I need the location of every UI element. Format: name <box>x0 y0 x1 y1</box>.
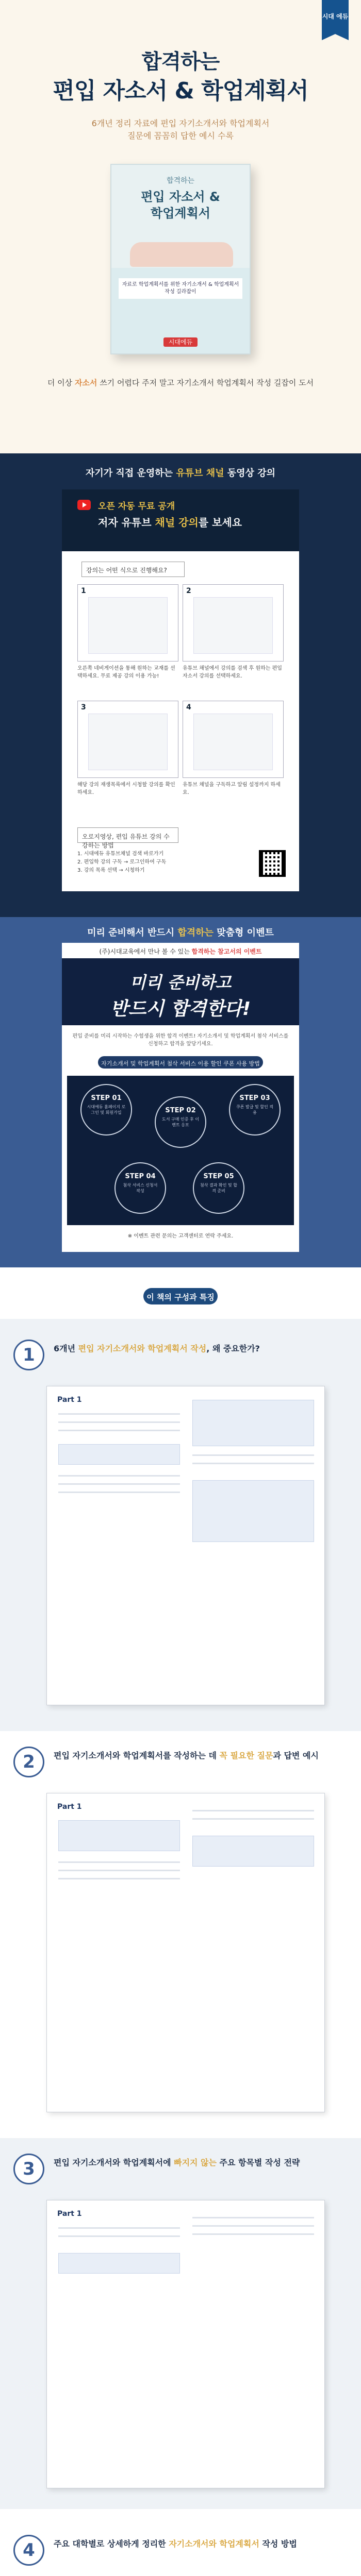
yt-step-screenshot <box>88 597 168 654</box>
book-cover <box>110 164 251 354</box>
event-title-post: 맞춤형 이벤트 <box>213 927 274 938</box>
youtube-card <box>62 489 299 891</box>
event-step-5 <box>193 1162 244 1214</box>
text-line <box>58 1870 180 1871</box>
preview-page-left <box>53 1393 185 1699</box>
feature-1-preview <box>46 1386 325 1705</box>
yt-step-4-caption: 유튜브 채널을 구독하고 알림 설정까지 하세요. <box>183 782 281 795</box>
event-step-title: STEP 04 <box>125 1173 156 1180</box>
book-title-line-1: 편입 자소서 & <box>141 190 220 204</box>
event-banner <box>62 958 299 1025</box>
features-label: 이 책의 구성과 특징 <box>143 1288 218 1304</box>
text-line <box>192 2233 314 2235</box>
text-line <box>192 2225 314 2227</box>
feature-1-title <box>13 1340 354 1376</box>
book-title-line-2: 학업계획서 <box>151 206 210 221</box>
hero-note <box>0 377 361 388</box>
event-step-3 <box>229 1084 281 1136</box>
event-step-4 <box>114 1162 166 1214</box>
feature-title-post: 주요 항목별 작성 전략 <box>216 2158 300 2167</box>
yt-howto-button[interactable]: 오로지영상, 편입 유튜브 강의 수강하는 방법 <box>77 827 178 843</box>
feature-2-title <box>13 1747 354 1783</box>
text-line <box>192 1818 314 1820</box>
event-step-desc: 시대에듀 홈페이지 로그인 및 회원가입 <box>87 1105 126 1115</box>
page-heading: Part 1 <box>57 1803 82 1811</box>
event-top-highlight: 합격하는 참고서의 이벤트 <box>191 948 262 955</box>
yt-step-screenshot <box>193 714 273 770</box>
feature-title-pre: 주요 대학별로 상세하게 정리한 <box>54 2539 169 2549</box>
brand-badge[interactable]: 시대 에듀 <box>322 0 349 34</box>
feature-title-pre: 6개년 <box>54 1344 78 1353</box>
text-line <box>58 1430 180 1431</box>
text-line <box>192 1810 314 1811</box>
hero-desc-line-2: 질문에 꼼꼼히 답한 예시 수록 <box>127 131 234 141</box>
youtube-card-header <box>62 489 299 551</box>
feature-title-post: 작성 방법 <box>259 2539 297 2549</box>
yt-step-screenshot <box>193 597 273 654</box>
feature-title-highlight: 빠지지 않는 <box>174 2158 217 2167</box>
feature-number: 2 <box>13 1747 44 1777</box>
feature-number: 4 <box>13 2535 44 2566</box>
hero-description <box>0 117 361 142</box>
text-line <box>58 1492 180 1493</box>
event-banner-line-2: 반드시 합격한다! <box>110 998 251 1020</box>
feature-title-text <box>54 1750 353 1762</box>
event-banner-line-1: 미리 준비하고 <box>129 973 232 992</box>
youtube-play-icon <box>77 500 91 510</box>
event-card-top <box>62 943 299 958</box>
event-description: 편입 준비를 미리 시작하는 수험생을 위한 합격 이벤트! 자기소개서 및 학업계획서 첨삭 서비스를 신청하고 합격을 앞당기세요. <box>72 1033 289 1047</box>
content-box <box>58 1820 180 1851</box>
feature-3-preview <box>46 2200 325 2488</box>
yt-step-number: 1 <box>81 587 86 595</box>
preview-page-right <box>187 2207 319 2482</box>
feature-2-preview <box>46 1793 325 2112</box>
book-subtitle: 합격하는 <box>166 177 195 185</box>
content-table <box>192 1480 314 1542</box>
content-table <box>192 1400 314 1446</box>
text-line <box>192 1454 314 1456</box>
feature-title-highlight: 자기소개서와 학업계획서 <box>169 2539 259 2549</box>
event-step-title: STEP 02 <box>165 1107 196 1114</box>
event-step-desc: 도서 구매 인증 후 이벤트 응모 <box>162 1117 199 1127</box>
yt-header-post: 를 보세요 <box>198 516 242 529</box>
text-line <box>58 2235 180 2237</box>
event-steps-map <box>67 1076 294 1225</box>
feature-title-highlight: 편입 자기소개서와 학업계획서 작성 <box>78 1344 207 1353</box>
hero-section <box>0 0 361 453</box>
feature-title-post: 과 답변 예시 <box>273 1751 319 1760</box>
text-line <box>58 1475 180 1477</box>
book-title <box>111 189 250 222</box>
feature-title-post: , 왜 중요한가? <box>206 1344 260 1353</box>
text-line <box>58 1421 180 1423</box>
page-heading: Part 1 <box>57 2210 82 2218</box>
feature-number: 3 <box>13 2154 44 2184</box>
text-line <box>58 1413 180 1415</box>
event-step-desc: 쿠폰 발급 및 할인 적용 <box>236 1105 273 1115</box>
hero-note-post: 쓰기 어렵다 주저 말고 자기소개서 학업계획서 작성 길잡이 도서 <box>97 378 314 387</box>
text-line <box>58 1861 180 1863</box>
features-header <box>0 1273 361 1319</box>
qr-code-icon[interactable] <box>259 850 286 877</box>
yt-header-line-2 <box>98 514 242 529</box>
book-publisher-logo <box>111 337 250 346</box>
event-title-pre: 미리 준비해서 반드시 <box>87 927 178 938</box>
feature-4-title <box>13 2535 354 2571</box>
hero-desc-line-1: 6개년 정리 자료에 편입 자기소개서와 학업계획서 <box>91 118 270 128</box>
event-step-desc: 첨삭 결과 확인 및 합격 준비 <box>200 1183 237 1193</box>
event-section <box>0 917 361 1267</box>
yt-foot-2: 2. 편입학 강의 구독 → 로그인하여 구독 <box>77 859 167 865</box>
feature-title-pre: 편입 자기소개서와 학업계획서에 <box>54 2158 174 2167</box>
yt-footnotes <box>77 850 284 875</box>
yt-foot-3: 3. 강의 목록 선택 → 시청하기 <box>77 868 145 873</box>
event-coupon-pill[interactable]: 자기소개서 및 학업계획서 첨삭 서비스 이용 할인 쿠폰 사용 방법 <box>98 1056 263 1069</box>
content-box <box>192 1836 314 1867</box>
event-step-1 <box>80 1084 132 1136</box>
yt-title-pre: 자기가 직접 운영하는 <box>86 468 176 479</box>
event-step-2 <box>155 1096 206 1148</box>
hero-note-highlight: 자소서 <box>74 378 97 387</box>
hero-subtitle: 합격하는 <box>141 50 220 74</box>
yt-step-2-caption: 유튜브 채널에서 강의를 검색 후 원하는 편입 자소서 강의를 선택하세요. <box>183 666 282 679</box>
hero-note-pre: 더 이상 <box>47 378 75 387</box>
yt-step-1 <box>77 584 178 662</box>
event-step-desc: 첨삭 서비스 신청서 작성 <box>123 1183 158 1193</box>
yt-foot-1: 1. 시대에듀 유튜브채널 검색 바로가기 <box>77 851 164 857</box>
yt-step-3 <box>77 701 178 778</box>
preview-page-right <box>187 1800 319 2106</box>
yt-step-2 <box>183 584 284 662</box>
feature-title-highlight: 꼭 필요한 질문 <box>219 1751 273 1760</box>
preview-page-right <box>187 1393 319 1699</box>
book-cover-top <box>111 165 250 268</box>
yt-step-number: 2 <box>186 587 191 595</box>
yt-header-highlight: 채널 강의 <box>155 516 199 529</box>
feature-title-pre: 편입 자기소개서와 학업계획서를 작성하는 데 <box>54 1751 220 1760</box>
yt-question-box: 강의는 어떤 식으로 진행해요? <box>81 562 185 577</box>
yt-title-post: 동영상 강의 <box>224 468 275 479</box>
event-title-highlight: 합격하는 <box>177 927 214 938</box>
hero-title: 편입 자소서 & 학업계획서 <box>53 78 308 104</box>
preview-page-left <box>53 1800 185 2106</box>
page-heading: Part 1 <box>57 1396 82 1404</box>
feature-title-text <box>54 2157 353 2169</box>
yt-step-number: 3 <box>81 703 86 711</box>
yt-header-pre: 저자 유튜브 <box>98 516 155 529</box>
feature-title-text <box>54 2538 353 2550</box>
event-section-title <box>0 925 361 939</box>
preview-page-left <box>53 2207 185 2482</box>
content-box <box>58 2253 180 2274</box>
yt-step-1-caption: 오른쪽 네비게이션을 통해 원하는 교재를 선택하세요. 무료 제공 강의 이용 가능! <box>77 666 175 679</box>
feature-3-title <box>13 2154 354 2190</box>
yt-step-number: 4 <box>186 703 191 711</box>
yt-step-screenshot <box>88 714 168 770</box>
feature-number: 1 <box>13 1340 44 1370</box>
event-top-pre: (주)시대교육에서 만나 볼 수 있는 <box>99 948 192 955</box>
event-step-title: STEP 03 <box>239 1094 270 1102</box>
publisher-logo-text: 시대에듀 <box>163 337 198 347</box>
text-line <box>58 1483 180 1485</box>
youtube-section <box>0 453 361 917</box>
yt-header-line-1: 오픈 자동 무료 공개 <box>98 501 175 512</box>
event-step-title: STEP 01 <box>91 1094 122 1102</box>
text-line <box>58 1878 180 1879</box>
yt-step-4 <box>183 701 284 778</box>
content-box <box>58 1444 180 1465</box>
event-card <box>62 943 299 1252</box>
youtube-section-title <box>0 466 361 479</box>
couch-illustration <box>130 242 233 267</box>
text-line <box>192 1463 314 1464</box>
event-footnote: ※ 이벤트 관련 문의는 고객센터로 연락 주세요. <box>127 1233 234 1239</box>
text-line <box>58 2227 180 2229</box>
event-step-title: STEP 05 <box>203 1173 234 1180</box>
book-description: 자료로 학업계획서를 위한 자기소개서 & 학업계획서 작성 길라잡이 <box>119 278 242 299</box>
feature-title-text <box>54 1343 353 1355</box>
yt-title-highlight: 유튜브 채널 <box>176 468 224 479</box>
text-line <box>192 2217 314 2218</box>
yt-step-3-caption: 해당 강의 재생목록에서 시청할 강의를 확인하세요. <box>77 782 175 795</box>
